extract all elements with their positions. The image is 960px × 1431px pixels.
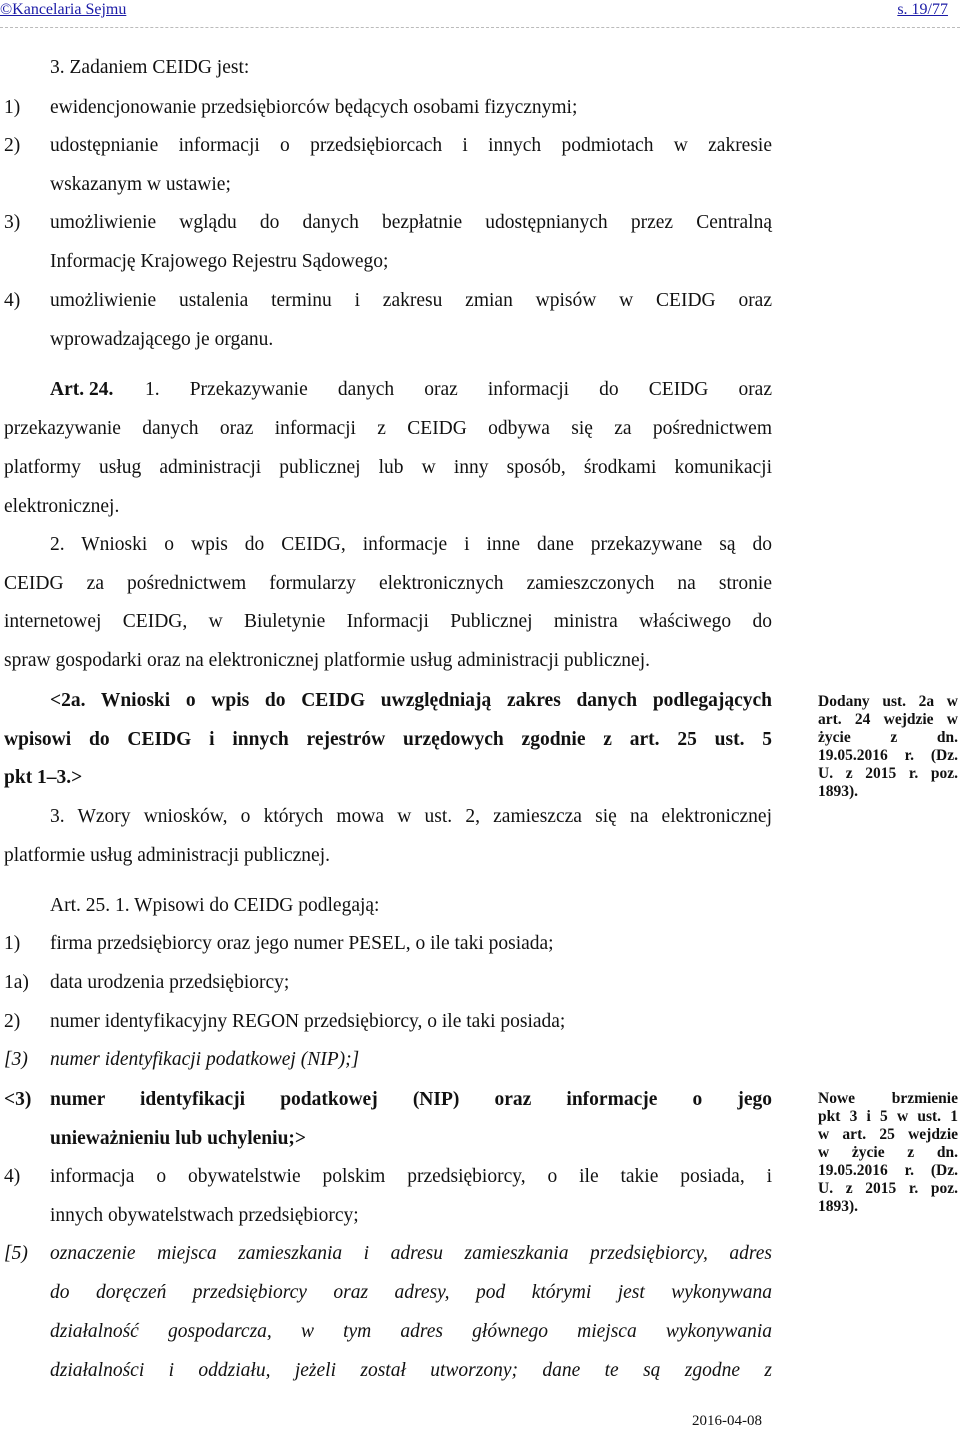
art24-p2-line-3: internetowej CEIDG, w Biuletynie Informacji Publicznej ministra właściwego do (4, 611, 772, 632)
art24-note-line-6: 1893). (818, 783, 859, 800)
art25-note-line-5: 19.05.2016 r. (Dz. (818, 1162, 958, 1179)
art25-item-5-old-line-4: działalności i oddziału, jeżeli został utworzony; dane te są zgodne z (50, 1360, 772, 1381)
art23-intro: 3. Zadaniem CEIDG jest: (50, 57, 250, 78)
header-publisher-link[interactable]: ©Kancelaria Sejmu (0, 1, 127, 18)
art24-p2a-line-1: <2a. Wnioski o wpis do CEIDG uwzględniają zakres danych podlegających (50, 690, 772, 711)
art25-item-1a-text: data urodzenia przedsiębiorcy; (50, 972, 290, 993)
art24-p3-line-1: 3. Wzory wniosków, o których mowa w ust. 2, zamieszcza się na elektronicznej (50, 806, 772, 827)
art24-p3-line-2: platformie usług administracji publicznej. (4, 845, 330, 866)
art23-item-2-text-cont: wskazanym w ustawie; (50, 174, 231, 195)
art25-note-line-2: pkt 3 i 5 w ust. 1 (818, 1108, 958, 1125)
art23-item-4-text: umożliwienie ustalenia terminu i zakresu zmian wpisów w CEIDG oraz (50, 290, 772, 311)
art25-item-5-old-line-2: do doręczeń przedsiębiorcy oraz adresy, pod którymi jest wykonywana (50, 1282, 772, 1303)
art24-label: Art. 24. (50, 379, 114, 400)
art24-p2a-line-3: pkt 1–3.> (4, 767, 83, 788)
art23-item-1-text: ewidencjonowanie przedsiębiorców będących osobami fizycznymi; (50, 97, 578, 118)
art25-item-4-text: informacja o obywatelstwie polskim przedsiębiorcy, o ile takie posiada, i (50, 1166, 772, 1187)
art24-p2-line-1: 2. Wnioski o wpis do CEIDG, informacje i inne dane przekazywane są do (50, 534, 772, 555)
art25-item-2-text: numer identyfikacyjny REGON przedsiębiorcy, o ile taki posiada; (50, 1011, 566, 1032)
art24-p1-line-2: przekazywanie danych oraz informacji z CEIDG odbywa się za pośrednictwem (4, 418, 772, 439)
art24-p2-line-4: spraw gospodarki oraz na elektronicznej platformie usług administracji publicznej. (4, 650, 650, 671)
art24-p2-line-2: CEIDG za pośrednictwem formularzy elektronicznych zamieszczonych na stronie (4, 573, 772, 594)
art24-p1-line-1: 1. Przekazywanie danych oraz informacji do CEIDG oraz (145, 379, 772, 400)
art23-item-3-text-cont: Informację Krajowego Rejestru Sądowego; (50, 251, 389, 272)
art23-item-4-text-cont: wprowadzającego je organu. (50, 329, 274, 350)
art25-item-3-new-text: numer identyfikacji podatkowej (NIP) oraz informacje o jego (50, 1089, 772, 1110)
art25-item-1-text: firma przedsiębiorcy oraz jego numer PESEL, o ile taki posiada; (50, 933, 554, 954)
art25-note-line-7: 1893). (818, 1198, 859, 1215)
art25-note-line-3: w art. 25 wejdzie (818, 1126, 958, 1143)
art25-item-1a-num: 1a) (4, 972, 29, 993)
footer-date: 2016-04-08 (692, 1413, 762, 1429)
art23-item-2-text: udostępnianie informacji o przedsiębiorcach i innych podmiotach w zakresie (50, 135, 772, 156)
art25-item-3-new-num: <3) (4, 1089, 32, 1110)
art25-item-5-old-line-1: oznaczenie miejsca zamieszkania i adresu zamieszkania przedsiębiorcy, adres (50, 1243, 772, 1264)
art25-item-4-num: 4) (4, 1166, 21, 1187)
art25-item-3-old-num: [3) (4, 1049, 28, 1070)
header-page-number[interactable]: s. 19/77 (897, 1, 948, 18)
art25-note-line-6: U. z 2015 r. poz. (818, 1180, 958, 1197)
art25-note-line-4: w życie z dn. (818, 1144, 958, 1161)
art25-item-3-new-text-cont: unieważnieniu lub uchyleniu;> (50, 1128, 307, 1149)
art23-item-3-text: umożliwienie wglądu do danych bezpłatnie udostępnianych przez Centralną (50, 212, 772, 233)
art25-item-5-old-line-3: działalność gospodarcza, w tym adres głównego miejsca wykonywania (50, 1321, 772, 1342)
art23-item-2-num: 2) (4, 135, 21, 156)
art23-item-3-num: 3) (4, 212, 21, 233)
art24-p2a-line-2: wpisowi do CEIDG i innych rejestrów urzędowych zgodnie z art. 25 ust. 5 (4, 729, 772, 750)
art24-p1-line-4: elektronicznej. (4, 496, 120, 517)
art24-note-line-2: art. 24 wejdzie w (818, 711, 958, 728)
art25-intro: Art. 25. 1. Wpisowi do CEIDG podlegają: (50, 895, 380, 916)
art25-item-2-num: 2) (4, 1011, 21, 1032)
art24-note-line-3: życie z dn. (818, 729, 958, 746)
art23-item-1-num: 1) (4, 97, 21, 118)
header-divider (0, 27, 960, 28)
art25-item-5-old-num: [5) (4, 1243, 28, 1264)
art24-margin-note (818, 693, 958, 801)
art25-note-line-1: Nowe brzmienie (818, 1090, 958, 1107)
art24-note-line-1: Dodany ust. 2a w (818, 693, 958, 710)
art25-item-3-old-text: numer identyfikacji podatkowej (NIP);] (50, 1049, 360, 1070)
art24-p1-line-3: platformy usług administracji publicznej lub w inny sposób, środkami komunikacji (4, 457, 772, 478)
art25-item-1-num: 1) (4, 933, 21, 954)
art25-item-4-text-cont: innych obywatelstwach przedsiębiorcy; (50, 1205, 359, 1226)
art23-item-4-num: 4) (4, 290, 21, 311)
art25-margin-note (818, 1090, 958, 1216)
art24-note-line-5: U. z 2015 r. poz. (818, 765, 958, 782)
art24-note-line-4: 19.05.2016 r. (Dz. (818, 747, 958, 764)
